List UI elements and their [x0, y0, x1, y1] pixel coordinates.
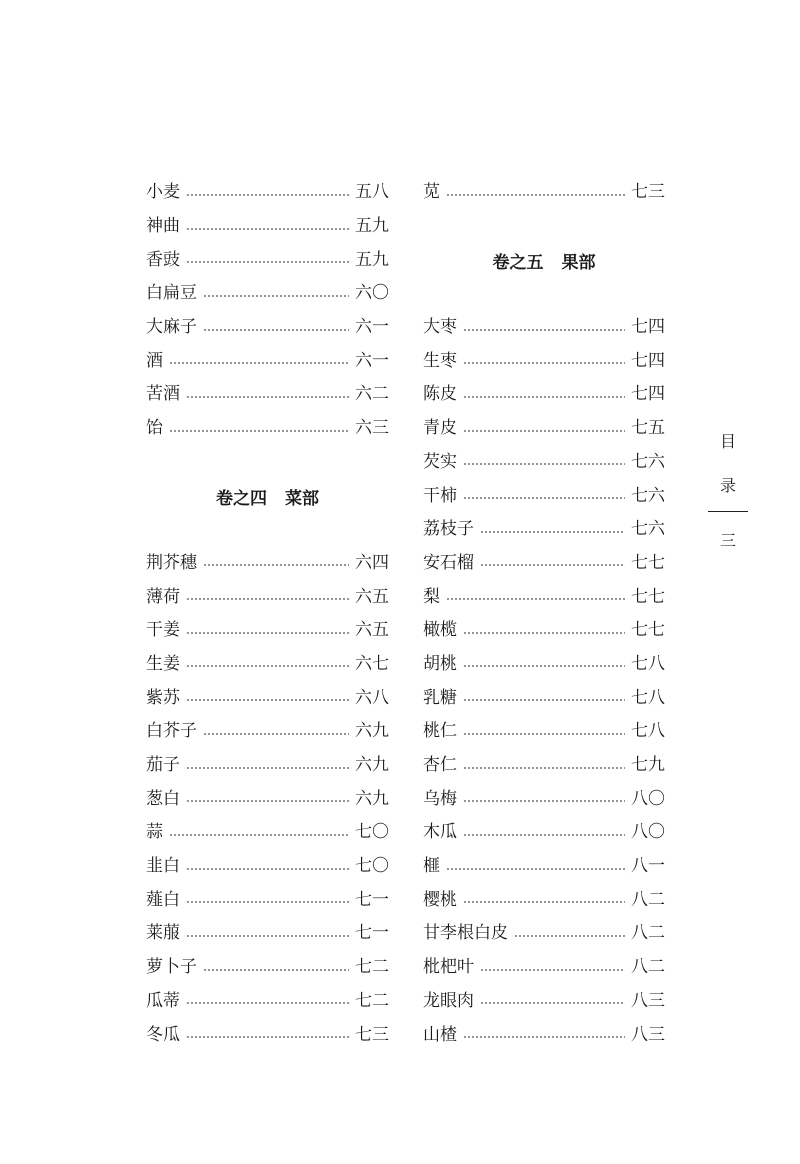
- toc-entry[interactable]: [146, 311, 389, 345]
- entry-title: 苦酒: [146, 384, 180, 405]
- entry-title: 大枣: [423, 317, 457, 338]
- dot-leader: [463, 497, 625, 499]
- page-number: 三: [719, 531, 736, 550]
- dot-leader: [463, 362, 625, 364]
- entry-title: 神曲: [146, 216, 180, 237]
- entry-page-number: 七三: [631, 182, 665, 203]
- dot-leader: [186, 1036, 349, 1038]
- entry-title: 干姜: [146, 620, 180, 641]
- entry-title: 樱桃: [423, 889, 457, 910]
- running-title-char: 录: [719, 476, 736, 495]
- toc-entry[interactable]: [146, 715, 389, 749]
- toc-column-right: [423, 176, 665, 1052]
- entry-page-number: 六四: [355, 552, 389, 573]
- entry-page-number: 六一: [355, 317, 389, 338]
- entry-title: 梨: [423, 586, 440, 607]
- margin-divider: [708, 511, 748, 512]
- dot-leader: [463, 632, 625, 634]
- entry-page-number: 七二: [355, 990, 389, 1011]
- entry-page-number: 八三: [631, 990, 665, 1011]
- toc-entry[interactable]: [146, 344, 389, 378]
- entry-title: 荆芥穗: [146, 552, 197, 573]
- toc-entry[interactable]: [423, 917, 665, 951]
- toc-entry[interactable]: [423, 176, 665, 210]
- dot-leader: [463, 329, 625, 331]
- entry-page-number: 五九: [355, 249, 389, 270]
- entry-page-number: 八一: [631, 856, 665, 877]
- toc-entry[interactable]: [423, 446, 665, 480]
- dot-leader: [480, 1002, 625, 1004]
- entry-title: 生枣: [423, 350, 457, 371]
- dot-leader: [203, 329, 349, 331]
- entry-title: 蒜: [146, 822, 163, 843]
- section-label: 菜部: [285, 488, 319, 509]
- dot-leader: [480, 531, 625, 533]
- entry-page-number: 七七: [631, 620, 665, 641]
- dot-leader: [203, 733, 349, 735]
- running-title: [708, 420, 748, 508]
- toc-entry[interactable]: [423, 681, 665, 715]
- section-heading: [423, 243, 665, 277]
- entry-title: 紫苏: [146, 687, 180, 708]
- toc-entry[interactable]: [146, 985, 389, 1019]
- dot-leader: [463, 396, 625, 398]
- toc-entry[interactable]: [423, 580, 665, 614]
- entry-title: 瓜蒂: [146, 990, 180, 1011]
- dot-leader: [463, 665, 625, 667]
- entry-title: 枇杷叶: [423, 957, 474, 978]
- dot-leader: [186, 699, 349, 701]
- toc-entry[interactable]: [146, 850, 389, 884]
- toc-entry[interactable]: [423, 412, 665, 446]
- dot-leader: [463, 430, 625, 432]
- entry-page-number: 八二: [631, 957, 665, 978]
- toc-entry[interactable]: [423, 883, 665, 917]
- entry-title: 酒: [146, 350, 163, 371]
- toc-entry[interactable]: [423, 782, 665, 816]
- dot-leader: [186, 665, 349, 667]
- entry-title: 橄榄: [423, 620, 457, 641]
- toc-entry[interactable]: [146, 917, 389, 951]
- entry-page-number: 六五: [355, 586, 389, 607]
- toc-entry[interactable]: [423, 311, 665, 345]
- entry-title: 龙眼肉: [423, 990, 474, 1011]
- dot-leader: [186, 800, 349, 802]
- entry-page-number: 七〇: [355, 856, 389, 877]
- dot-leader: [463, 733, 625, 735]
- dot-leader: [169, 430, 349, 432]
- toc-entry[interactable]: [146, 614, 389, 648]
- dot-leader: [463, 1036, 625, 1038]
- entry-page-number: 六七: [355, 653, 389, 674]
- dot-leader: [186, 396, 349, 398]
- volume-label: 卷之五: [492, 252, 544, 273]
- entry-page-number: 六二: [355, 384, 389, 405]
- toc-entry[interactable]: [423, 479, 665, 513]
- entry-page-number: 七三: [355, 1024, 389, 1045]
- entry-page-number: 七四: [631, 350, 665, 371]
- entry-page-number: 七一: [355, 889, 389, 910]
- volume-label: 卷之四: [216, 488, 267, 509]
- entry-title: 生姜: [146, 653, 180, 674]
- dot-leader: [514, 935, 625, 937]
- entry-page-number: 七〇: [355, 822, 389, 843]
- entry-page-number: 六九: [355, 721, 389, 742]
- entry-page-number: 七五: [631, 418, 665, 439]
- entry-page-number: 六九: [355, 755, 389, 776]
- toc-entry[interactable]: [423, 614, 665, 648]
- toc-entry[interactable]: [423, 816, 665, 850]
- section-heading: [146, 479, 389, 513]
- entry-title: 薤白: [146, 889, 180, 910]
- entry-page-number: 五九: [355, 216, 389, 237]
- dot-leader: [480, 564, 625, 566]
- entry-title: 小麦: [146, 182, 180, 203]
- entry-title: 冬瓜: [146, 1024, 180, 1045]
- toc-entry[interactable]: [146, 648, 389, 682]
- toc-entry[interactable]: [146, 277, 389, 311]
- dot-leader: [186, 935, 349, 937]
- toc-entry[interactable]: [146, 547, 389, 581]
- entry-title: 大麻子: [146, 317, 197, 338]
- section-spacer: [146, 513, 389, 547]
- section-label: 果部: [561, 252, 596, 273]
- dot-leader: [203, 295, 349, 297]
- dot-leader: [186, 767, 349, 769]
- entry-title: 香豉: [146, 249, 180, 270]
- entry-page-number: 七八: [631, 653, 665, 674]
- entry-title: 韭白: [146, 856, 180, 877]
- entry-page-number: 七九: [631, 755, 665, 776]
- dot-leader: [446, 598, 625, 600]
- entry-title: 榧: [423, 856, 440, 877]
- entry-page-number: 七八: [631, 721, 665, 742]
- entry-title: 干柿: [423, 485, 457, 506]
- section-spacer: [423, 210, 665, 244]
- entry-title: 木瓜: [423, 822, 457, 843]
- entry-page-number: 八〇: [631, 822, 665, 843]
- entry-page-number: 六九: [355, 788, 389, 809]
- dot-leader: [186, 261, 349, 263]
- entry-title: 青皮: [423, 418, 457, 439]
- dot-leader: [463, 699, 625, 701]
- entry-title: 白扁豆: [146, 283, 197, 304]
- toc-entry[interactable]: [423, 344, 665, 378]
- entry-title: 薄荷: [146, 586, 180, 607]
- dot-leader: [463, 834, 625, 836]
- dot-leader: [203, 969, 349, 971]
- toc-entry[interactable]: [146, 681, 389, 715]
- dot-leader: [480, 969, 625, 971]
- entry-title: 山楂: [423, 1024, 457, 1045]
- entry-page-number: 七六: [631, 451, 665, 472]
- toc-entry[interactable]: [146, 951, 389, 985]
- entry-page-number: 七四: [631, 317, 665, 338]
- dot-leader: [169, 362, 349, 364]
- entry-title: 陈皮: [423, 384, 457, 405]
- toc-entry[interactable]: [423, 513, 665, 547]
- entry-page-number: 六〇: [355, 283, 389, 304]
- dot-leader: [203, 564, 349, 566]
- toc-entry[interactable]: [146, 749, 389, 783]
- toc-entry[interactable]: [146, 883, 389, 917]
- entry-page-number: 七七: [631, 586, 665, 607]
- dot-leader: [446, 868, 625, 870]
- toc-entry[interactable]: [146, 210, 389, 244]
- dot-leader: [463, 767, 625, 769]
- entry-page-number: 五八: [355, 182, 389, 203]
- entry-page-number: 八二: [631, 923, 665, 944]
- entry-title: 荔枝子: [423, 519, 474, 540]
- entry-title: 茄子: [146, 755, 180, 776]
- dot-leader: [186, 901, 349, 903]
- entry-page-number: 八三: [631, 1024, 665, 1045]
- dot-leader: [169, 834, 349, 836]
- entry-title: 芡实: [423, 451, 457, 472]
- entry-page-number: 七二: [355, 957, 389, 978]
- entry-title: 白芥子: [146, 721, 197, 742]
- running-title-char: 目: [719, 432, 736, 451]
- dot-leader: [446, 194, 625, 196]
- entry-page-number: 八二: [631, 889, 665, 910]
- toc-entry[interactable]: [423, 1018, 665, 1052]
- dot-leader: [186, 1002, 349, 1004]
- toc-entry[interactable]: [146, 782, 389, 816]
- entry-title: 乌梅: [423, 788, 457, 809]
- toc-entry[interactable]: [423, 648, 665, 682]
- dot-leader: [186, 194, 349, 196]
- entry-page-number: 七一: [355, 923, 389, 944]
- entry-page-number: 七七: [631, 552, 665, 573]
- entry-page-number: 六八: [355, 687, 389, 708]
- dot-leader: [463, 901, 625, 903]
- toc-entry[interactable]: [423, 985, 665, 1019]
- entry-title: 甘李根白皮: [423, 923, 508, 944]
- entry-page-number: 八〇: [631, 788, 665, 809]
- toc-entry[interactable]: [146, 412, 389, 446]
- section-spacer: [423, 277, 665, 311]
- entry-page-number: 六一: [355, 350, 389, 371]
- entry-title: 饴: [146, 418, 163, 439]
- section-spacer: [146, 446, 389, 480]
- dot-leader: [186, 598, 349, 600]
- entry-page-number: 七八: [631, 687, 665, 708]
- toc-entry[interactable]: [423, 547, 665, 581]
- dot-leader: [463, 463, 625, 465]
- toc-entry[interactable]: [146, 243, 389, 277]
- entry-title: 胡桃: [423, 653, 457, 674]
- toc-entry[interactable]: [146, 580, 389, 614]
- toc-entry[interactable]: [146, 816, 389, 850]
- toc-entry[interactable]: [146, 176, 389, 210]
- entry-title: 苋: [423, 182, 440, 203]
- entry-title: 杏仁: [423, 755, 457, 776]
- toc-entry[interactable]: [146, 378, 389, 412]
- dot-leader: [463, 800, 625, 802]
- entry-title: 桃仁: [423, 721, 457, 742]
- entry-title: 莱菔: [146, 923, 180, 944]
- toc-entry[interactable]: [423, 715, 665, 749]
- dot-leader: [186, 868, 349, 870]
- toc-entry[interactable]: [146, 1018, 389, 1052]
- toc-column-left: [146, 176, 389, 1052]
- toc-entry[interactable]: [423, 850, 665, 884]
- entry-title: 乳糖: [423, 687, 457, 708]
- toc-entry[interactable]: [423, 378, 665, 412]
- dot-leader: [186, 228, 349, 230]
- dot-leader: [186, 632, 349, 634]
- entry-title: 萝卜子: [146, 957, 197, 978]
- toc-entry[interactable]: [423, 951, 665, 985]
- entry-title: 葱白: [146, 788, 180, 809]
- entry-page-number: 七四: [631, 384, 665, 405]
- entry-page-number: 七六: [631, 485, 665, 506]
- toc-entry[interactable]: [423, 749, 665, 783]
- entry-title: 安石榴: [423, 552, 474, 573]
- entry-page-number: 七六: [631, 519, 665, 540]
- entry-page-number: 六三: [355, 418, 389, 439]
- entry-page-number: 六五: [355, 620, 389, 641]
